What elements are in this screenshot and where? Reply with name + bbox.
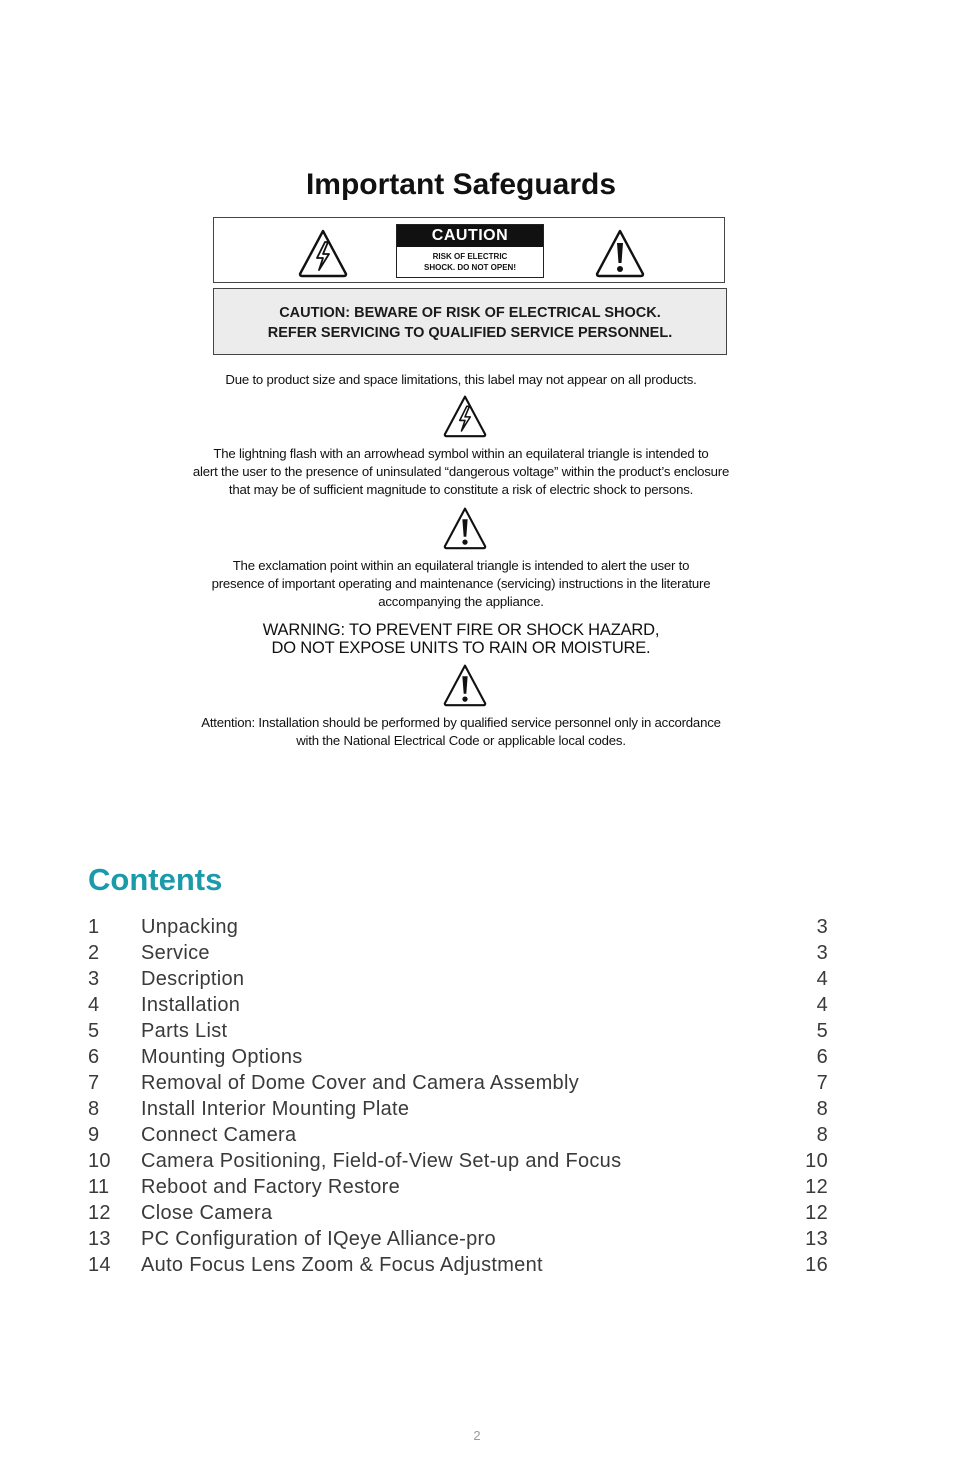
warning-line2: DO NOT EXPOSE UNITS TO RAIN OR MOISTURE. — [271, 639, 651, 657]
caution-box-line1: CAUTION: BEWARE OF RISK OF ELECTRICAL SHOCK. — [279, 305, 661, 321]
toc-item-number: 12 — [88, 1202, 111, 1224]
toc-item-page: 4 — [816, 994, 828, 1016]
toc-item-number: 13 — [88, 1228, 111, 1250]
caution-label-line1: RISK OF ELECTRIC — [432, 252, 508, 261]
toc-item[interactable] — [88, 1018, 828, 1044]
toc-item[interactable] — [88, 1148, 828, 1174]
caution-label-heading: CAUTION — [397, 225, 543, 247]
lightning-triangle-icon — [441, 394, 489, 438]
toc-item-title: Description — [141, 968, 245, 990]
toc-item[interactable] — [88, 1122, 828, 1148]
toc-item-number: 2 — [88, 942, 100, 964]
toc-item-number: 7 — [88, 1072, 100, 1094]
toc-item-number: 8 — [88, 1098, 100, 1120]
toc-item-number: 10 — [88, 1150, 111, 1172]
warning-line1: WARNING: TO PREVENT FIRE OR SHOCK HAZARD, — [262, 621, 660, 639]
toc-item-page: 6 — [816, 1046, 828, 1068]
exclamation-line1: The exclamation point within an equilateral triangle is intended to alert the user to — [232, 558, 690, 573]
toc-item-title: Connect Camera — [141, 1124, 297, 1146]
toc-item-number: 14 — [88, 1254, 111, 1276]
exclamation-line3: accompanying the appliance. — [378, 594, 544, 609]
attention-note — [0, 714, 922, 750]
lightning-line2: alert the user to the presence of uninsulated “dangerous voltage” within the product’s enclosure — [192, 464, 730, 479]
toc-item-title: Removal of Dome Cover and Camera Assembly — [141, 1072, 580, 1094]
toc-item-number: 3 — [88, 968, 100, 990]
toc-item[interactable] — [88, 1044, 828, 1070]
toc-item-title: Mounting Options — [141, 1046, 303, 1068]
toc-item-title: Install Interior Mounting Plate — [141, 1098, 410, 1120]
toc-item-page: 8 — [816, 1098, 828, 1120]
exclamation-triangle-icon — [594, 228, 646, 278]
toc-item-number: 1 — [88, 916, 100, 938]
toc-item-page: 13 — [805, 1228, 828, 1250]
fire-shock-warning — [0, 621, 922, 657]
attention-line1: Attention: Installation should be performed by qualified service personnel only in accordance — [201, 715, 721, 730]
toc-item-title: Close Camera — [141, 1202, 273, 1224]
toc-item-page: 5 — [816, 1020, 828, 1042]
toc-item-page: 8 — [816, 1124, 828, 1146]
contents-title: Contents — [88, 862, 223, 897]
caution-label-line2: SHOCK. DO NOT OPEN! — [423, 263, 516, 272]
caution-label — [396, 224, 544, 278]
toc-item-page: 7 — [816, 1072, 828, 1094]
toc-item-title: Service — [141, 942, 210, 964]
caution-warning-box — [213, 288, 727, 355]
toc-item[interactable] — [88, 992, 828, 1018]
exclamation-line2: presence of important operating and maintenance (servicing) instructions in the literature — [211, 576, 711, 591]
toc-item-page: 12 — [805, 1202, 828, 1224]
toc-item[interactable] — [88, 1200, 828, 1226]
toc-item-page: 16 — [805, 1254, 828, 1276]
toc-item-title: Parts List — [141, 1020, 228, 1042]
toc-item[interactable] — [88, 966, 828, 992]
exclamation-triangle-icon — [441, 663, 489, 707]
attention-line2: with the National Electrical Code or applicable local codes. — [296, 733, 626, 748]
toc-item-number: 9 — [88, 1124, 100, 1146]
toc-item-page: 3 — [816, 942, 828, 964]
toc-item-page: 4 — [816, 968, 828, 990]
caution-box-line2: REFER SERVICING TO QUALIFIED SERVICE PERSONNEL. — [267, 325, 673, 341]
toc-item[interactable] — [88, 1226, 828, 1252]
toc-item[interactable] — [88, 1070, 828, 1096]
toc-item-number: 5 — [88, 1020, 100, 1042]
toc-item[interactable] — [88, 940, 828, 966]
toc-item[interactable] — [88, 1096, 828, 1122]
page-number: 2 — [473, 1428, 481, 1443]
toc-item-title: PC Configuration of IQeye Alliance-pro — [141, 1228, 496, 1250]
label-note: Due to product size and space limitations, this label may not appear on all products. — [225, 372, 697, 387]
toc-item-title: Installation — [141, 994, 241, 1016]
lightning-triangle-icon — [297, 228, 349, 278]
exclamation-triangle-icon — [441, 506, 489, 550]
table-of-contents — [88, 914, 828, 1278]
safeguards-title: Important Safeguards — [305, 168, 617, 201]
lightning-line1: The lightning flash with an arrowhead symbol within an equilateral triangle is intended to — [213, 446, 709, 461]
toc-item-title: Reboot and Factory Restore — [141, 1176, 401, 1198]
toc-item-page: 10 — [805, 1150, 828, 1172]
toc-item[interactable] — [88, 914, 828, 940]
toc-item-number: 6 — [88, 1046, 100, 1068]
toc-item-page: 12 — [805, 1176, 828, 1198]
toc-item[interactable] — [88, 1252, 828, 1278]
toc-item-title: Auto Focus Lens Zoom & Focus Adjustment — [141, 1254, 543, 1276]
toc-item-page: 3 — [816, 916, 828, 938]
exclamation-description — [0, 557, 922, 611]
toc-item-number: 11 — [88, 1176, 110, 1198]
toc-item-title: Camera Positioning, Field-of-View Set-up and Focus — [141, 1150, 622, 1172]
toc-item-title: Unpacking — [141, 916, 239, 938]
caution-label-text — [397, 247, 543, 273]
lightning-line3: that may be of sufficient magnitude to constitute a risk of electric shock to persons. — [228, 482, 694, 497]
lightning-description — [0, 445, 922, 499]
toc-item[interactable] — [88, 1174, 828, 1200]
toc-item-number: 4 — [88, 994, 100, 1016]
